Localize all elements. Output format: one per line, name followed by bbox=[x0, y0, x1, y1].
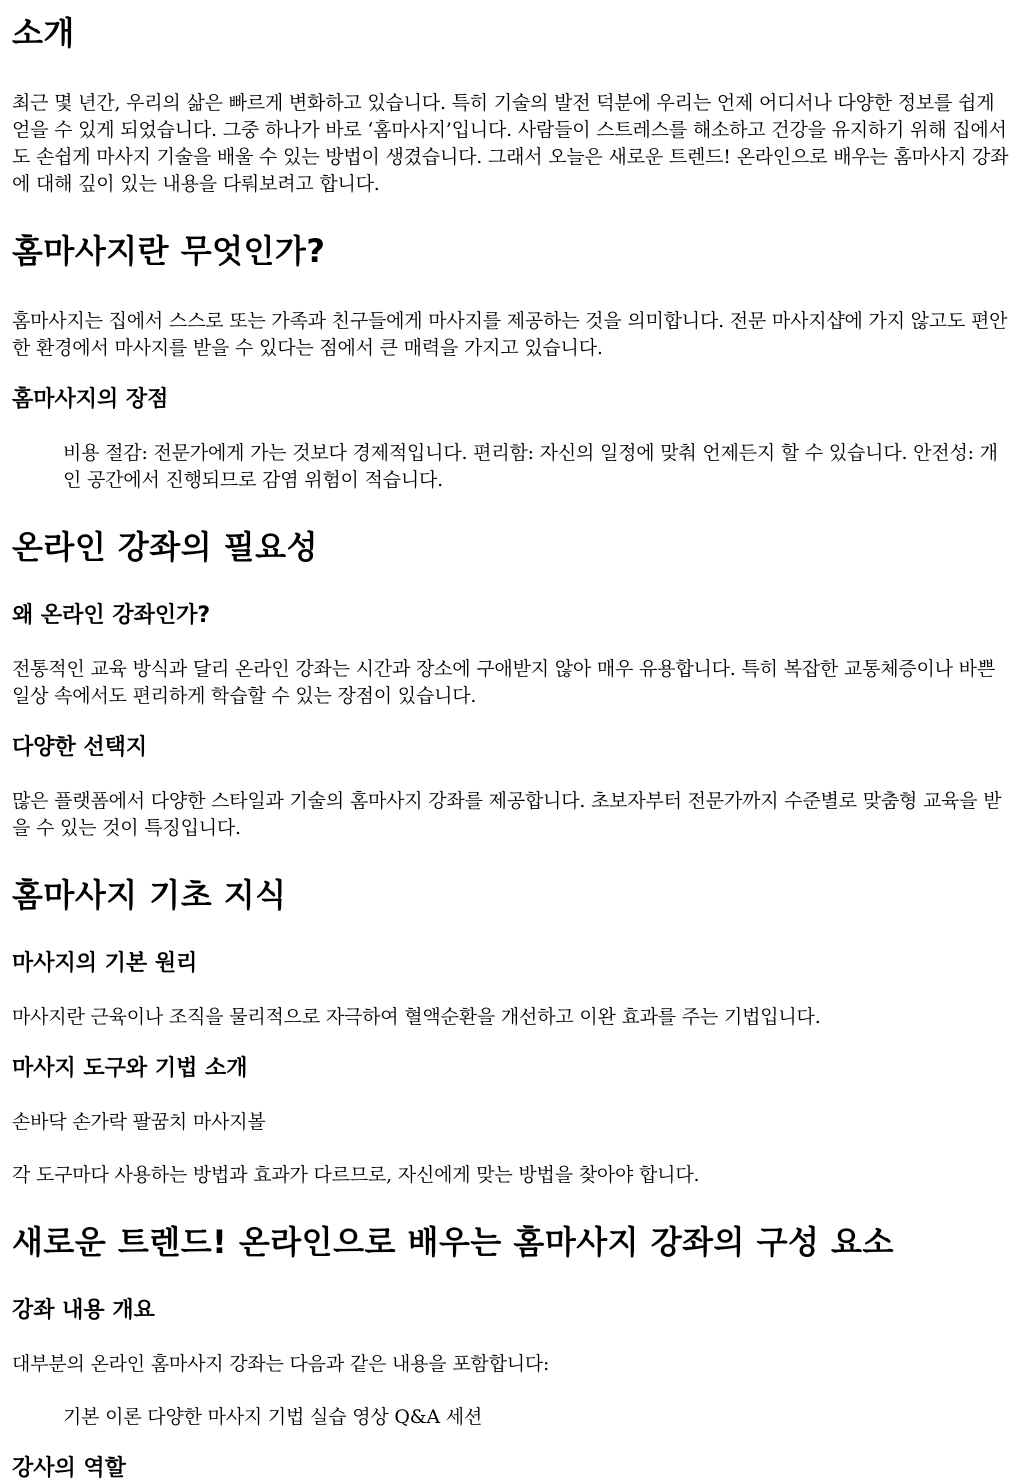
heading-basics: 홈마사지 기초 지식 bbox=[12, 876, 287, 914]
subheading-course-overview: 강좌 내용 개요 bbox=[12, 1298, 155, 1323]
various-options-paragraph: 많은 플랫폼에서 다양한 스타일과 기술의 홈마사지 강좌를 제공합니다. 초보자부터 전문가까지 수준별로 맞춤형 교육을 받을 수 있는 것이 특징입니다. bbox=[12, 790, 1002, 839]
subheading-instructor-role: 강사의 역할 bbox=[12, 1456, 126, 1481]
subheading-basic-principles: 마사지의 기본 원리 bbox=[12, 951, 198, 976]
intro-paragraph: 최근 몇 년간, 우리의 삶은 빠르게 변화하고 있습니다. 특히 기술의 발전 덕분에 우리는 언제 어디서나 다양한 정보를 쉽게 얻을 수 있게 되었습니다. 그중 하나가 바로 ‘홈마사지’입니다. 사람들이 스트레스를 해소하고 건강을 유지하기 위해 집에서도 손쉽게 마사지 기술을 배울 수 있는 방법이 생겼습니다. 그래서 오늘은 새로운 트렌드! 온라인으로 배우는 홈마사지 강좌에 대해 깊이 있는 내용을 다뤄보려고 합니다. bbox=[12, 92, 1009, 195]
tools-paragraph: 각 도구마다 사용하는 방법과 효과가 다르므로, 자신에게 맞는 방법을 찾아야 합니다. bbox=[12, 1164, 700, 1186]
heading-online-necessity: 온라인 강좌의 필요성 bbox=[12, 528, 318, 566]
subheading-various-options: 다양한 선택지 bbox=[12, 735, 148, 760]
heading-what-is-home-massage: 홈마사지란 무엇인가? bbox=[12, 232, 326, 270]
basic-principles-paragraph: 마사지란 근육이나 조직을 물리적으로 자극하여 혈액순환을 개선하고 이완 효과를 주는 기법입니다. bbox=[12, 1006, 821, 1028]
tools-list: 손바닥 손가락 팔꿈치 마사지볼 bbox=[12, 1111, 266, 1133]
course-contents-list: 기본 이론 다양한 마사지 기법 실습 영상 Q&A 세션 bbox=[63, 1406, 483, 1428]
advantages-list: 비용 절감: 전문가에게 가는 것보다 경제적입니다. 편리함: 자신의 일정에 맞춰 언제든지 할 수 있습니다. 안전성: 개인 공간에서 진행되므로 감염 위험이 적습니다. bbox=[63, 442, 998, 491]
subheading-advantages: 홈마사지의 장점 bbox=[12, 387, 169, 412]
subheading-why-online: 왜 온라인 강좌인가? bbox=[12, 603, 211, 628]
heading-intro: 소개 bbox=[12, 14, 75, 52]
heading-components: 새로운 트렌드! 온라인으로 배우는 홈마사지 강좌의 구성 요소 bbox=[12, 1223, 894, 1261]
course-overview-paragraph: 대부분의 온라인 홈마사지 강좌는 다음과 같은 내용을 포함합니다: bbox=[12, 1353, 550, 1375]
what-is-paragraph: 홈마사지는 집에서 스스로 또는 가족과 친구들에게 마사지를 제공하는 것을 의미합니다. 전문 마사지샵에 가지 않고도 편안한 환경에서 마사지를 받을 수 있다는 점에서 큰 매력을 가지고 있습니다. bbox=[12, 310, 1008, 359]
why-online-paragraph: 전통적인 교육 방식과 달리 온라인 강좌는 시간과 장소에 구애받지 않아 매우 유용합니다. 특히 복잡한 교통체증이나 바쁜 일상 속에서도 편리하게 학습할 수 있는 장점이 있습니다. bbox=[12, 658, 995, 707]
subheading-tools-techniques: 마사지 도구와 기법 소개 bbox=[12, 1056, 248, 1081]
